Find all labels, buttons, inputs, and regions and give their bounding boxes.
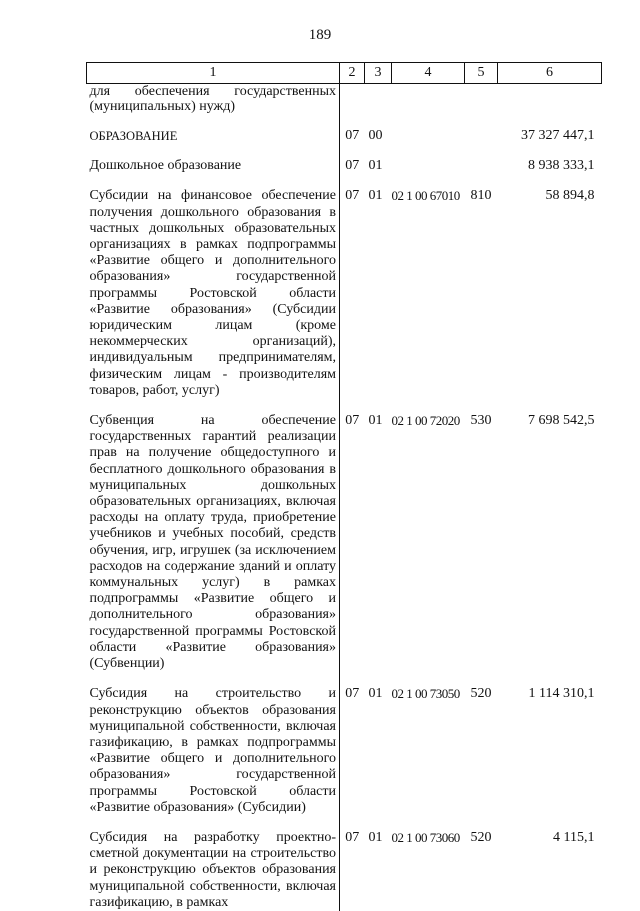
- row-subsection: 01: [368, 686, 383, 702]
- row-amount: 1 114 310,1: [528, 686, 595, 702]
- row-amount: 4 115,1: [553, 829, 595, 845]
- header-col-6: 6: [498, 63, 602, 84]
- row-expense-type: 810: [470, 188, 492, 204]
- table-header-row: [87, 63, 602, 84]
- row-section: 07: [345, 128, 360, 143]
- table-row: [87, 413, 602, 672]
- row-subsection: 01: [368, 158, 383, 174]
- header-col-4: 4: [392, 63, 465, 84]
- table-row: [87, 188, 602, 399]
- header-col-2: 2: [340, 63, 365, 84]
- row-expense-type: 520: [470, 829, 492, 845]
- row-expense-type: 520: [470, 686, 492, 702]
- budget-table: [86, 62, 602, 911]
- row-name: Дошкольное образование: [87, 158, 340, 174]
- row-expense-type: 530: [470, 413, 492, 429]
- row-section: 07: [345, 413, 360, 429]
- table-row: [87, 830, 602, 911]
- row-section: 07: [345, 188, 360, 204]
- table-row: [87, 158, 602, 174]
- row-expense-type: [465, 128, 498, 144]
- page-number: 189: [308, 27, 332, 43]
- row-subsection: 00: [368, 128, 383, 143]
- row-expense-type: [465, 158, 498, 174]
- continuation-text: для обеспечения государственных (муниципальных) нужд): [87, 84, 340, 115]
- row-name: Субсидия на строительство и реконструкцию объектов образования муниципальной собственности, включая газификацию, в рамках подпрограммы «Развитие общего и дополнительного образования» государственной программы Ростовской области «Развитие образования» (Субсидии): [87, 686, 340, 816]
- row-section: 07: [345, 158, 360, 174]
- header-col-5: 5: [465, 63, 498, 84]
- row-name: Субсидия на разработку проектно-сметной документации на строительство и реконструкцию объектов образования муниципальной собственности, включая газификацию, в рамках: [87, 830, 340, 911]
- row-subsection: 01: [368, 188, 383, 204]
- table-row: [87, 686, 602, 816]
- header-col-3: 3: [365, 63, 392, 84]
- row-target-article: 02 1 00 67010: [391, 188, 460, 204]
- row-subsection: 01: [368, 413, 383, 429]
- row-target-article: 02 1 00 73060: [391, 829, 460, 845]
- table-row: [87, 128, 602, 144]
- row-section: 07: [345, 686, 360, 702]
- row-target-article: 02 1 00 73050: [391, 686, 460, 702]
- row-amount: 37 327 447,1: [521, 128, 595, 143]
- row-name: ОБРАЗОВАНИЕ: [87, 128, 340, 144]
- row-amount: 8 938 333,1: [528, 158, 595, 174]
- row-target-article: [392, 128, 465, 144]
- row-amount: 58 894,8: [545, 188, 595, 204]
- row-target-article: [392, 158, 465, 174]
- row-target-article: 02 1 00 72020: [391, 413, 460, 429]
- continuation-row: [87, 84, 602, 115]
- row-name: Субвенция на обеспечение государственных гарантий реализации прав на получение общедоступного и бесплатного дошкольного образования в муниципальных дошкольных образовательных организациях, включая расходы на оплату труда, приобретение учебников и учебных пособий, средств обучения, игр, игрушек (за исключением расходов на содержание зданий и оплату коммунальных услуг) в рамках подпрограммы «Развитие общего и дополнительного образования» государственной программы Ростовской области «Развитие образования» (Субвенции): [87, 413, 340, 672]
- row-name: Субсидии на финансовое обеспечение получения дошкольного образования в частных дошкольных образовательных организациях в рамках подпрограммы «Развитие общего и дополнительного образования» государственной программы Ростовской области «Развитие образования» (Субсидии юридическим лицам (кроме некоммерческих организаций), индивидуальным предпринимателям, физическим лицам - производителям товаров, работ, услуг): [87, 188, 340, 399]
- header-col-1: 1: [87, 63, 340, 84]
- row-section: 07: [345, 829, 360, 845]
- row-amount: 7 698 542,5: [528, 413, 595, 429]
- row-subsection: 01: [368, 829, 383, 845]
